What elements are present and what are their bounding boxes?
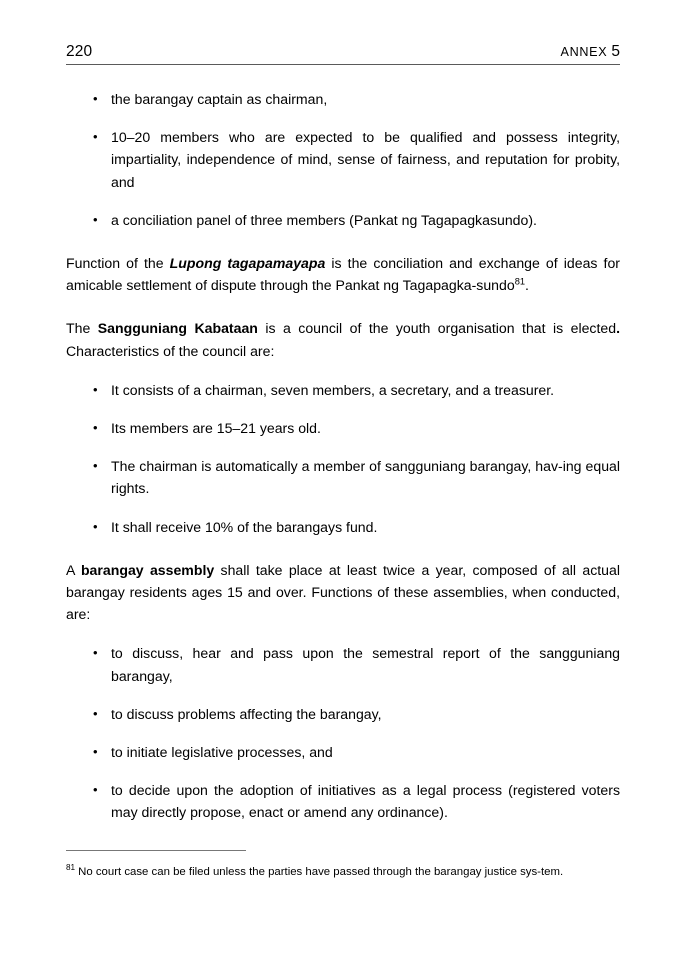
annex-word: ANNEX <box>560 45 608 59</box>
paragraph-sangguniang-kabataan <box>66 317 620 361</box>
bold-term: . <box>616 320 620 337</box>
footnote-area <box>66 850 620 881</box>
page-header <box>66 44 620 65</box>
list-item <box>66 703 620 725</box>
spacer <box>66 362 620 379</box>
spacer <box>66 625 620 642</box>
text-run: a conciliation panel of three members (Pankat ng Tagapagkasundo). <box>111 211 537 228</box>
annex-number: 5 <box>611 43 620 60</box>
footnote-marker: 81 <box>66 863 76 873</box>
footnote-text: No court case can be filed unless the parties have passed through the barangay justice sys-tem. <box>78 866 564 878</box>
text-run: to initiate legislative processes, and <box>111 744 333 761</box>
list-item-text <box>111 779 620 823</box>
list-item <box>66 455 620 499</box>
text-run: to decide upon the adoption of initiatives as a legal process (registered voters may directly propose, enact or amend any ordinance). <box>111 782 620 821</box>
text-run: is the conciliation and exchange of ideas for amicable settlement of dispute through the Pankat ng Tagapagka-sundo <box>66 255 620 294</box>
body-content <box>66 88 620 824</box>
text-run: Characteristics of the council are: <box>66 342 275 359</box>
bullet-list-lupon-composition <box>66 88 620 231</box>
list-item <box>66 209 620 231</box>
text-run: The <box>66 320 98 337</box>
text-run: is a council of the youth organisation that is elected <box>257 320 617 337</box>
text-run: 10–20 members who are expected to be qualified and possess integrity, impartiality, independence of mind, sense of fairness, and reputation for probity, and <box>111 129 620 190</box>
list-item <box>66 88 620 110</box>
text-run: to discuss, hear and pass upon the semestral report of the sangguniang barangay, <box>111 645 620 684</box>
text-run: Its members are 15–21 years old. <box>111 420 321 437</box>
page-number: 220 <box>66 43 93 60</box>
list-item <box>66 642 620 686</box>
text-run: shall take place at least twice a year, composed of all actual barangay residents ages 15 and over. Functions of these assemblies, when conducted, are: <box>66 561 620 623</box>
text-run: A <box>66 561 81 578</box>
list-item <box>66 741 620 763</box>
text-run: The chairman is automatically a member of sangguniang barangay, hav-ing equal rights. <box>111 458 620 497</box>
footnote-81 <box>66 864 620 881</box>
list-item <box>66 779 620 823</box>
spacer <box>66 231 620 252</box>
list-item-text <box>111 126 620 193</box>
list-item-text <box>111 516 620 538</box>
bullet-list-council-characteristics <box>66 379 620 538</box>
bold-term: Sangguniang Kabataan <box>97 320 258 337</box>
list-item-text <box>111 455 620 499</box>
paragraph-barangay-assembly <box>66 559 620 626</box>
spacer <box>66 296 620 317</box>
list-item-text <box>111 741 620 763</box>
text-run: to discuss problems affecting the barangay, <box>111 705 382 722</box>
text-run: the barangay captain as chairman, <box>111 91 328 107</box>
list-item-text <box>111 417 620 439</box>
list-item-text <box>111 703 620 725</box>
list-item-text <box>111 642 620 686</box>
list-item <box>66 379 620 401</box>
bullet-list-assembly-functions <box>66 642 620 823</box>
list-item <box>66 417 620 439</box>
list-item-text <box>111 379 620 401</box>
paragraph-lupon-function <box>66 252 620 296</box>
text-run: . <box>525 277 529 294</box>
text-run: Function of the <box>66 255 170 272</box>
footnote-separator-rule <box>66 850 246 851</box>
header-annex-label <box>560 44 620 60</box>
list-item-text <box>111 209 620 231</box>
text-run: It shall receive 10% of the barangays fund. <box>111 518 378 535</box>
text-run: It consists of a chairman, seven members, a secretary, and a treasurer. <box>111 381 555 398</box>
footnote-reference: 81 <box>514 276 526 287</box>
list-item-text <box>111 88 620 110</box>
bold-term: barangay assembly <box>80 561 215 578</box>
list-item <box>66 126 620 193</box>
list-item <box>66 516 620 538</box>
bold-italic-term: Lupong tagapamayapa <box>169 255 326 272</box>
spacer <box>66 538 620 559</box>
